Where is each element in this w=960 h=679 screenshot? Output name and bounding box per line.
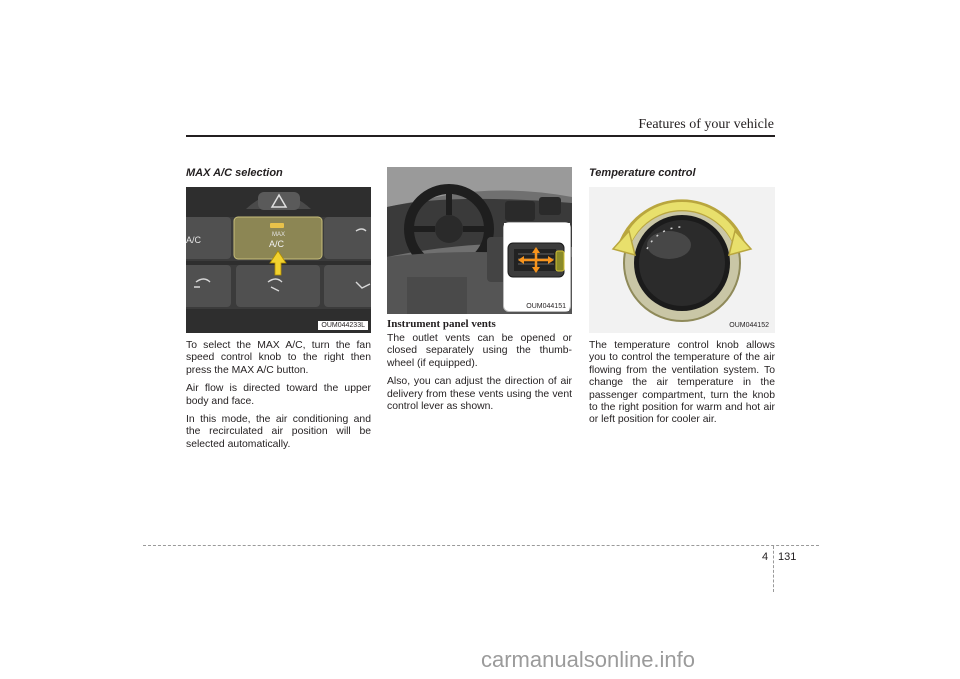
- footer-rule: [143, 545, 819, 546]
- image-code: OUM044152: [729, 322, 769, 329]
- paragraph: The outlet vents can be opened or closed separately using the thumb-wheel (if equipped).: [387, 333, 572, 369]
- paragraph: The temperature control knob allows you to control the temperature of the air flowing from the ventilation system. To change the air temperature in the passenger compartment, turn the knob to the right position for warm and hot air or left position for cooler air.: [589, 340, 775, 426]
- paragraph: Also, you can adjust the direction of air delivery from these vents using the vent control lever as shown.: [387, 376, 572, 413]
- temperature-knob-illustration: [589, 187, 775, 333]
- temperature-knob-image: [589, 187, 775, 333]
- paragraph: To select the MAX A/C, turn the fan speed control knob to the right then press the MAX A/C button.: [186, 340, 371, 376]
- footer-divider: [773, 546, 774, 592]
- max-ac-section-title: MAX A/C selection: [186, 167, 283, 179]
- image-code: OUM044233L: [318, 321, 368, 330]
- vent-detail-inset: [503, 222, 571, 312]
- paragraph: In this mode, the air conditioning and the recirculated air position will be selected automatically.: [186, 414, 371, 450]
- temperature-body: [589, 340, 775, 433]
- chapter-number: 4: [762, 551, 769, 563]
- header-rule: [186, 135, 775, 137]
- max-ac-body: [186, 340, 371, 457]
- left-ac-label: A/C: [186, 235, 202, 245]
- climate-panel-illustration: [186, 187, 371, 333]
- ac-button-label: A/C: [269, 239, 285, 249]
- instrument-vents-body: [387, 333, 572, 419]
- running-header: Features of your vehicle: [638, 117, 774, 132]
- max-label: MAX: [272, 232, 286, 238]
- vent-closeup-illustration: [504, 223, 570, 283]
- instrument-vents-heading: Instrument panel vents: [387, 318, 496, 330]
- max-ac-panel-image: [186, 187, 371, 333]
- image-code: OUM044151: [523, 302, 569, 311]
- paragraph: Air flow is directed toward the upper body and face.: [186, 383, 371, 407]
- page-number: 131: [778, 551, 797, 563]
- watermark: carmanualsonline.info: [481, 647, 696, 672]
- dashboard-vents-image: [387, 167, 572, 314]
- temperature-section-title: Temperature control: [589, 167, 696, 179]
